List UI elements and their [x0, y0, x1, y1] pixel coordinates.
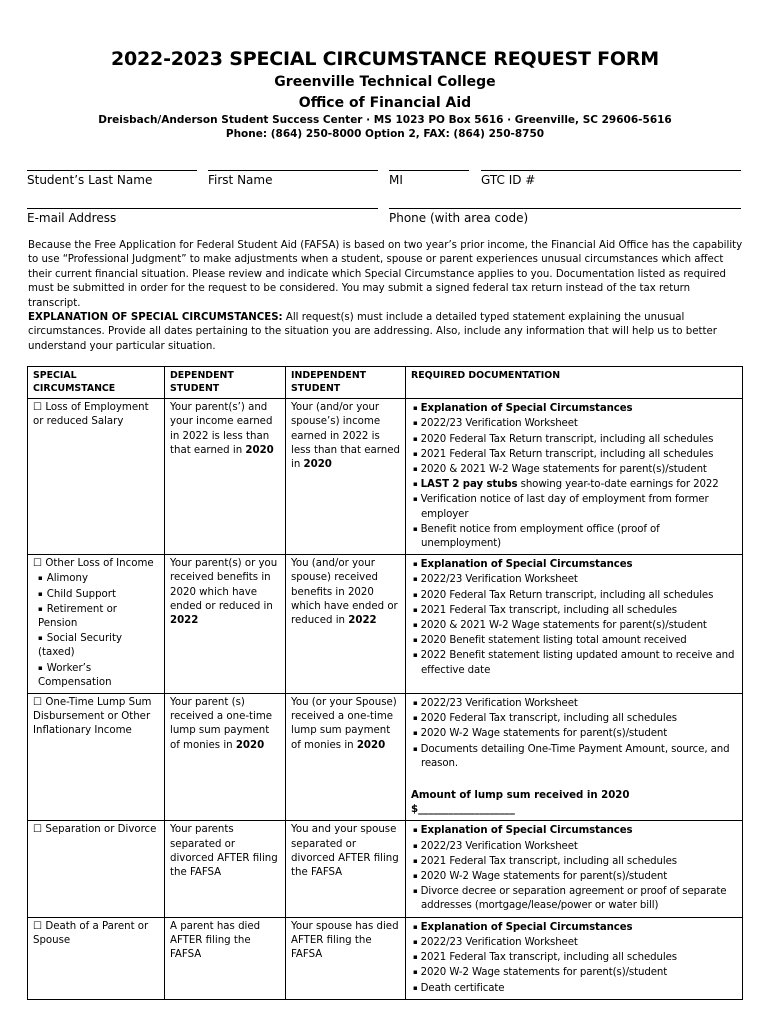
documentation-item: ▪ 2022/23 Verification Worksheet: [411, 935, 737, 950]
header-required-documentation: REQUIRED DOCUMENTATION: [406, 367, 743, 399]
dependent-student-cell-text: Your parent (s) received a one-time lump sum payment of monies in: [170, 697, 273, 751]
independent-student-cell-text: You (or your Spouse) received a one-time lump sum payment of monies in: [291, 697, 397, 751]
documentation-item: ▪ 2022/23 Verification Worksheet: [411, 416, 737, 431]
last-name-field[interactable]: [27, 170, 197, 171]
documentation-item: ▪ 2020 Federal Tax transcript, including all schedules: [411, 711, 737, 726]
circumstance-sub-item: ▪ Social Security (taxed): [33, 631, 159, 660]
documentation-item: ▪ 2021 Federal Tax transcript, including all schedules: [411, 603, 737, 618]
first-name-label: First Name: [208, 173, 273, 187]
dependent-student-cell-text: Your parent(s) or you received benefits in 2020 which have ended or reduced in: [170, 558, 278, 612]
documentation-item: ▪ 2022/23 Verification Worksheet: [411, 839, 737, 854]
circumstance-sub-item: ▪ Alimony: [33, 571, 159, 586]
documentation-item: ▪ Divorce decree or separation agreement or proof of separate addresses (mortgage/lease/power or water bill): [411, 884, 737, 913]
form-title: 2022-2023 SPECIAL CIRCUMSTANCE REQUEST FORM: [110, 48, 660, 70]
independent-student-cell-text: You (and/or your spouse) received benefits in 2020 which have ended or reduced in: [291, 558, 398, 627]
documentation-item: ▪ 2020 & 2021 W-2 Wage statements for parent(s)/student: [411, 462, 737, 477]
independent-student-cell: [286, 399, 406, 555]
dependent-student-cell-year: 2020: [235, 739, 265, 751]
phone-label: Phone (with area code): [389, 211, 529, 225]
gtc-id-label: GTC ID #: [481, 173, 536, 187]
dependent-student-cell-year: 2020: [245, 444, 274, 456]
documentation-item: ▪ Explanation of Special Circumstances: [411, 823, 737, 838]
documentation-item: ▪ 2022 Benefit statement listing updated amount to receive and effective date: [411, 648, 737, 677]
documentation-item: ▪ Explanation of Special Circumstances: [411, 920, 737, 935]
independent-student-cell-text: Your (and/or your spouse’s) income earned in 2022 is less than that earned in: [291, 402, 400, 470]
table-row: [28, 694, 743, 821]
circumstance-checkbox-label[interactable]: ☐ Other Loss of Income: [33, 558, 154, 570]
documentation-item: ▪ 2021 Federal Tax Return transcript, including all schedules: [411, 447, 737, 462]
office-address: Dreisbach/Anderson Student Success Center · MS 1023 PO Box 5616 · Greenville, SC 29606-5616: [98, 114, 672, 126]
documentation-item: [411, 477, 737, 492]
mi-field[interactable]: [389, 170, 469, 171]
independent-student-cell-text: You and your spouse separated or divorced AFTER filing the FAFSA: [291, 824, 399, 879]
circumstance-checkbox-label[interactable]: ☐ Separation or Divorce: [33, 824, 157, 836]
independent-student-cell-year: 2020: [356, 739, 386, 751]
email-label: E-mail Address: [27, 211, 117, 225]
circumstance-checkbox-label[interactable]: ☐ One-Time Lump Sum Disbursement or Other Inflationary Income: [33, 697, 152, 737]
first-name-field[interactable]: [208, 170, 378, 171]
documentation-item: ▪ Documents detailing One-Time Payment Amount, source, and reason.: [411, 742, 737, 771]
dependent-student-cell: [165, 399, 286, 555]
explanation-label: EXPLANATION OF SPECIAL CIRCUMSTANCES:: [28, 312, 283, 323]
explanation-text: All request(s) must include a detailed typed statement explaining the unusual circumstances. Provide all dates pertaining to the situation you are addressing. Also, include any information that will help us to better understand your particular situation.: [28, 312, 717, 352]
header-special-circumstance: SPECIAL CIRCUMSTANCE: [28, 367, 165, 399]
documentation-item: ▪ Verification notice of last day of employment from former employer: [411, 492, 737, 521]
documentation-item: ▪ Benefit notice from employment office (proof of unemployment): [411, 522, 737, 551]
table-row: [28, 399, 743, 555]
required-documentation-cell: [406, 917, 743, 999]
independent-student-cell: [286, 917, 406, 999]
table-row: [28, 917, 743, 999]
header-independent-student: INDEPENDENT STUDENT: [286, 367, 406, 399]
last-name-label: Student’s Last Name: [27, 173, 153, 187]
circumstance-cell: [28, 917, 165, 999]
phone-field[interactable]: [389, 208, 741, 209]
circumstance-checkbox-label[interactable]: ☐ Loss of Employment or reduced Salary: [33, 402, 149, 428]
independent-student-cell-text: Your spouse has died AFTER filing the FAFSA: [291, 920, 399, 961]
table-row: [28, 821, 743, 917]
documentation-item-rest: showing year-to-date earnings for 2022: [517, 479, 719, 491]
required-documentation-cell: [406, 399, 743, 555]
table-header-row: [28, 367, 743, 399]
required-documentation-cell: [406, 555, 743, 694]
circumstance-sub-item: ▪ Child Support: [33, 587, 159, 602]
circumstance-table: [27, 366, 743, 1000]
circumstance-cell: [28, 555, 165, 694]
dependent-student-cell-text: A parent has died AFTER filing the FAFSA: [170, 920, 261, 961]
documentation-item: ▪ 2020 W-2 Wage statements for parent(s)/student: [411, 965, 737, 980]
lump-sum-amount-label: Amount of lump sum received in 2020: [411, 790, 630, 802]
lump-sum-amount-field[interactable]: $___________________: [411, 804, 515, 816]
circumstance-sub-item: ▪ Retirement or Pension: [33, 602, 159, 631]
independent-student-cell: [286, 821, 406, 917]
documentation-item: ▪ Explanation of Special Circumstances: [411, 557, 737, 572]
documentation-item: ▪ 2020 & 2021 W-2 Wage statements for parent(s)/student: [411, 618, 737, 633]
independent-student-cell-year: 2020: [303, 459, 332, 470]
dependent-student-cell-text: Your parents separated or divorced AFTER filing the FAFSA: [170, 824, 278, 879]
dependent-student-cell: [165, 555, 286, 694]
documentation-item: ▪ Death certificate: [411, 981, 737, 996]
gtc-id-field[interactable]: [481, 170, 741, 171]
circumstance-checkbox-label[interactable]: ☐ Death of a Parent or Spouse: [33, 920, 149, 946]
documentation-item: ▪ 2020 W-2 Wage statements for parent(s)/student: [411, 726, 737, 741]
table-row: [28, 555, 743, 694]
independent-student-cell-year: 2022: [348, 615, 377, 627]
required-documentation-cell: [406, 821, 743, 917]
dependent-student-cell-year: 2022: [170, 615, 199, 627]
documentation-item: ▪ 2021 Federal Tax transcript, including all schedules: [411, 854, 737, 869]
mi-label: MI: [389, 173, 403, 187]
documentation-item: ▪ 2020 Federal Tax Return transcript, including all schedules: [411, 588, 737, 603]
office-phone: Phone: (864) 250-8000 Option 2, FAX: (864) 250-8750: [225, 128, 545, 140]
circumstance-cell: [28, 399, 165, 555]
independent-student-cell: [286, 555, 406, 694]
documentation-item: ▪ Explanation of Special Circumstances: [411, 401, 737, 416]
email-field[interactable]: [27, 208, 378, 209]
intro-paragraph: Because the Free Application for Federal Student Aid (FAFSA) is based on two year’s prior income, the Financial Aid Office has the capability to use “Professional Judgment” to make adjustments when a student, spouse or parent experiences unusual circumstances which affect their current financial situation. Please review and indicate which Special Circumstance applies to you. Documentation listed as required must be submitted in order for the request to be considered. You may submit a signed federal tax return instead of the tax return transcript.: [28, 240, 743, 309]
office-name: Office of Financial Aid: [298, 95, 472, 111]
circumstance-cell: [28, 694, 165, 821]
documentation-item: ▪ 2022/23 Verification Worksheet: [411, 696, 737, 711]
explanation-paragraph: [28, 311, 744, 354]
circumstance-cell: [28, 821, 165, 917]
dependent-student-cell: [165, 694, 286, 821]
college-name: Greenville Technical College: [274, 74, 496, 90]
documentation-item: ▪ 2022/23 Verification Worksheet: [411, 572, 737, 587]
documentation-item: ▪ 2020 W-2 Wage statements for parent(s)/student: [411, 869, 737, 884]
documentation-item: ▪ 2020 Federal Tax Return transcript, including all schedules: [411, 432, 737, 447]
documentation-item: ▪ 2020 Benefit statement listing total amount received: [411, 633, 737, 648]
dependent-student-cell: [165, 917, 286, 999]
documentation-item: ▪ 2021 Federal Tax transcript, including all schedules: [411, 950, 737, 965]
header-dependent-student: DEPENDENT STUDENT: [165, 367, 286, 399]
dependent-student-cell: [165, 821, 286, 917]
dependent-student-cell-text: Your parent(s’) and your income earned in 2022 is less than that earned in: [170, 402, 273, 456]
circumstance-sub-item: ▪ Worker’s Compensation: [33, 661, 159, 690]
required-documentation-cell: [406, 694, 743, 821]
independent-student-cell: [286, 694, 406, 821]
documentation-item-bold: LAST 2 pay stubs: [420, 479, 518, 491]
